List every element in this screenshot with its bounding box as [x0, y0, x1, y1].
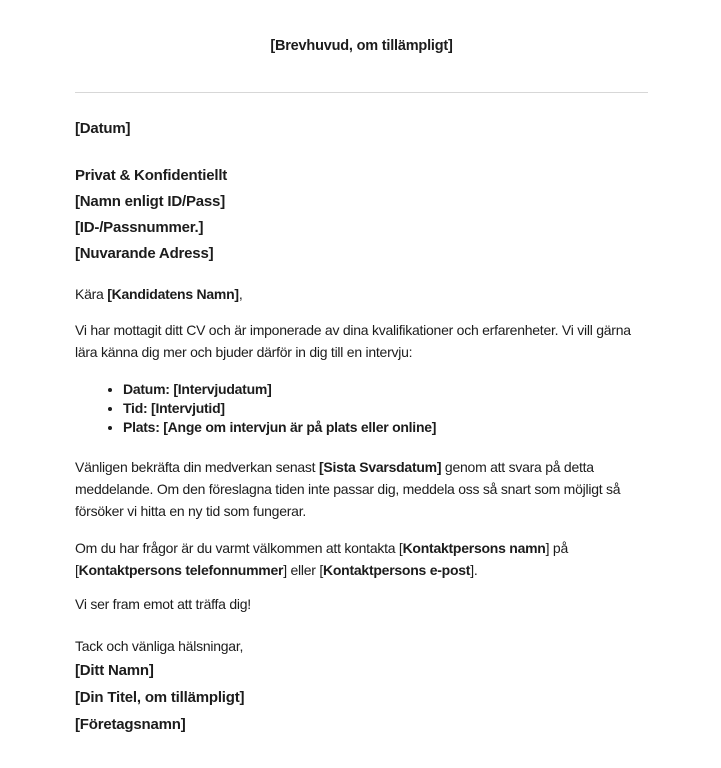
- body-text: ].: [470, 562, 478, 578]
- body-text: Om du har frågor är du varmt välkommen att kontakta [: [75, 540, 403, 556]
- letterhead-placeholder: [Brevhuvud, om tillämpligt]: [270, 38, 453, 54]
- recipient-block: [75, 163, 648, 267]
- closing-line: Vi ser fram emot att träffa dig!: [75, 596, 251, 612]
- signature-block: [75, 657, 648, 738]
- body-text: genom att svara på detta meddelande. Om den föreslagna tiden inte passar dig, meddela oss så snart som möjligt så försöker vi hitta en ny tid som fungerar.: [75, 459, 621, 519]
- placeholder-text: Kontaktpersons telefonnummer: [78, 562, 284, 578]
- company-name-placeholder: [Företagsnamn]: [75, 716, 186, 733]
- placeholder-text: [Kandidatens Namn]: [107, 286, 239, 302]
- contact-paragraph: [75, 537, 648, 581]
- interview-details-list: [75, 380, 648, 437]
- interview-location-item: • Plats: [Ange om intervjun är på plats eller online]: [123, 418, 648, 437]
- body-text: ] på [: [75, 540, 568, 578]
- placeholder-text: Kontaktpersons e-post: [323, 562, 471, 578]
- sender-name-placeholder: [Ditt Namn]: [75, 662, 154, 679]
- body-text: Vänligen bekräfta din medverkan senast: [75, 459, 319, 475]
- body-text: ,: [238, 286, 243, 302]
- recipient-address-placeholder: [Nuvarande Adress]: [75, 245, 214, 262]
- date-placeholder: [Datum]: [75, 120, 131, 137]
- interview-time-item: • Tid: [Intervjutid]: [123, 399, 648, 418]
- intro-paragraph: Vi har mottagit ditt CV och är imponerade av dina kvalifikationer och erfarenheter. Vi vill gärna lära känna dig mer och bjuder därför in dig till en intervju:: [75, 322, 631, 360]
- recipient-id-placeholder: [ID-/Passnummer.]: [75, 219, 204, 236]
- placeholder-text: Kontaktpersons namn: [402, 540, 546, 556]
- confidential-label: Privat & Konfidentiellt: [75, 167, 228, 184]
- recipient-name-placeholder: [Namn enligt ID/Pass]: [75, 193, 225, 210]
- interview-date-item: • Datum: [Intervjudatum]: [123, 380, 648, 399]
- body-text: ] eller [: [283, 562, 323, 578]
- body-text: Kära: [75, 286, 108, 302]
- placeholder-text: [Sista Svarsdatum]: [318, 459, 442, 475]
- sender-title-placeholder: [Din Titel, om tillämpligt]: [75, 689, 245, 706]
- confirmation-paragraph: [75, 456, 648, 522]
- header-divider: [75, 92, 648, 93]
- signoff-line: Tack och vänliga hälsningar,: [75, 638, 244, 654]
- salutation-line: [75, 283, 648, 305]
